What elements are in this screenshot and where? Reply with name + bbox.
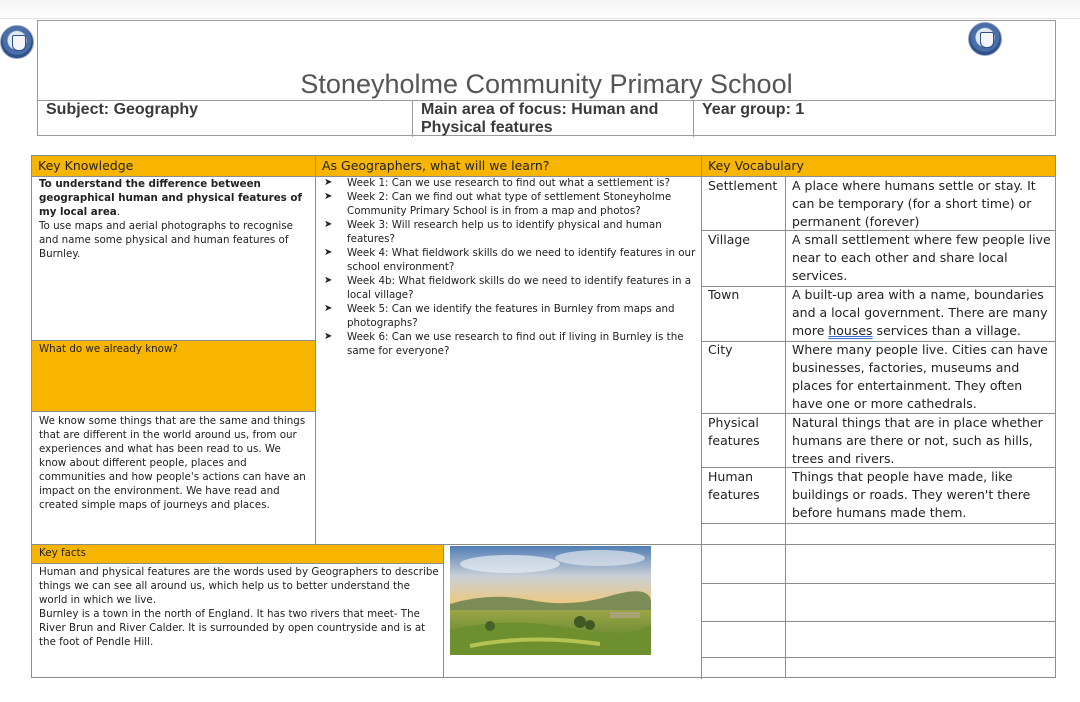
arrow-bullet-icon: ➤	[324, 219, 333, 230]
vocab-term-physical-features: Physical features	[708, 415, 760, 448]
arrow-bullet-icon: ➤	[324, 177, 333, 188]
arrow-bullet-icon: ➤	[324, 331, 333, 342]
knowledge-organiser-table	[31, 155, 1056, 678]
learn-item: ➤ Week 2: Can we find out what type of settlement Stoneyholme Community Primary School is in from a map and photos?	[324, 191, 672, 217]
vocab-term-human-features: Human features	[708, 469, 760, 502]
vocab-term-settlement: Settlement	[708, 178, 778, 193]
vocab-def-settlement: A place where humans settle or stay. It can be temporary (for a short time) or permanent (forever)	[792, 178, 1036, 229]
subject-label: Subject: Geography	[46, 101, 199, 118]
header-info-row	[38, 100, 1055, 137]
vocab-def-human-features: Things that people have made, like buildings or roads. They weren't there before humans made them.	[792, 469, 1031, 520]
key-knowledge-text: To understand the difference between geographical human and physical features of my local area. To use maps and aerial photographs to recognise and name some physical and human features of Burnley.	[39, 178, 302, 260]
vocab-term-town: Town	[708, 287, 740, 302]
school-logo-left	[0, 25, 34, 59]
key-facts-text	[39, 565, 439, 649]
arrow-bullet-icon: ➤	[324, 247, 333, 258]
vocab-def-physical-features: Natural things that are in place whether humans are there or not, such as hills, trees and rivers.	[792, 415, 1043, 466]
learn-list	[321, 176, 697, 358]
learn-item: ➤ Week 1: Can we use research to find out what a settlement is?	[324, 177, 671, 189]
arrow-bullet-icon: ➤	[324, 275, 333, 286]
key-facts-paragraph: Burnley is a town in the north of England. It has two rivers that meet- The River Brun and River Calder. It is surrounded by open countryside and is at the foot of Pendle Hill.	[39, 608, 426, 648]
header-box	[37, 20, 1056, 136]
key-knowledge-bold: To understand the difference between geographical human and physical features of my local area	[39, 178, 302, 218]
learn-heading: As Geographers, what will we learn?	[316, 156, 701, 176]
page-top-strip	[0, 0, 1080, 19]
vocab-def-village: A small settlement where few people live near to each other and share local services.	[792, 232, 1051, 283]
arrow-bullet-icon: ➤	[324, 191, 333, 202]
learn-item: ➤ Week 4b: What fieldwork skills do we need to identify features in a local village?	[324, 275, 692, 301]
learn-item: ➤ Week 6: Can we use research to find out if living in Burnley is the same for everyone?	[324, 331, 684, 357]
learn-item: ➤ Week 5: Can we identify the features in Burnley from maps and photographs?	[324, 303, 675, 329]
prior-knowledge-text: We know some things that are the same and things that are different in the world around us, from our experiences and what has been read to us. We know about different people, places and communities and how people's actions can have an impact on the environment. We have read and created simple maps of journeys and places.	[39, 415, 306, 511]
year-group-label: Year group: 1	[702, 101, 805, 118]
arrow-bullet-icon: ➤	[324, 303, 333, 314]
key-facts-paragraph: Human and physical features are the words used by Geographers to describe things we can see all around us, which help us to better understand the world in which we live.	[39, 566, 439, 606]
key-facts-heading: Key facts	[32, 545, 443, 563]
vocab-term-village: Village	[708, 232, 750, 247]
vocab-def-city: Where many people live. Cities can have businesses, factories, museums and places for entertainment. They often have one or more cathedrals.	[792, 342, 1048, 411]
landscape-image	[450, 546, 651, 655]
vocab-term-city: City	[708, 342, 733, 357]
spellcheck-underlined-word: houses	[828, 323, 873, 338]
key-knowledge-heading: Key Knowledge	[32, 156, 315, 176]
burnley-landscape-photo	[450, 546, 651, 655]
vocab-def-town: A built-up area with a name, boundaries and a local government. There are many more houses services than a village.	[792, 287, 1048, 338]
learn-item: ➤ Week 4: What fieldwork skills do we need to identify features in our school environment?	[324, 247, 696, 273]
crest-icon	[12, 35, 26, 51]
focus-label: Main area of focus: Human and Physical features	[421, 101, 659, 136]
school-name: Stoneyholme Community Primary School	[300, 69, 793, 99]
key-knowledge-body: To use maps and aerial photographs to recognise and name some physical and human features of Burnley.	[39, 220, 293, 260]
prior-knowledge-heading: What do we already know?	[32, 341, 315, 411]
learn-list-container	[321, 176, 697, 358]
vocabulary-heading: Key Vocabulary	[702, 156, 1055, 176]
learn-item: ➤ Week 3: Will research help us to identify physical and human features?	[324, 219, 662, 245]
